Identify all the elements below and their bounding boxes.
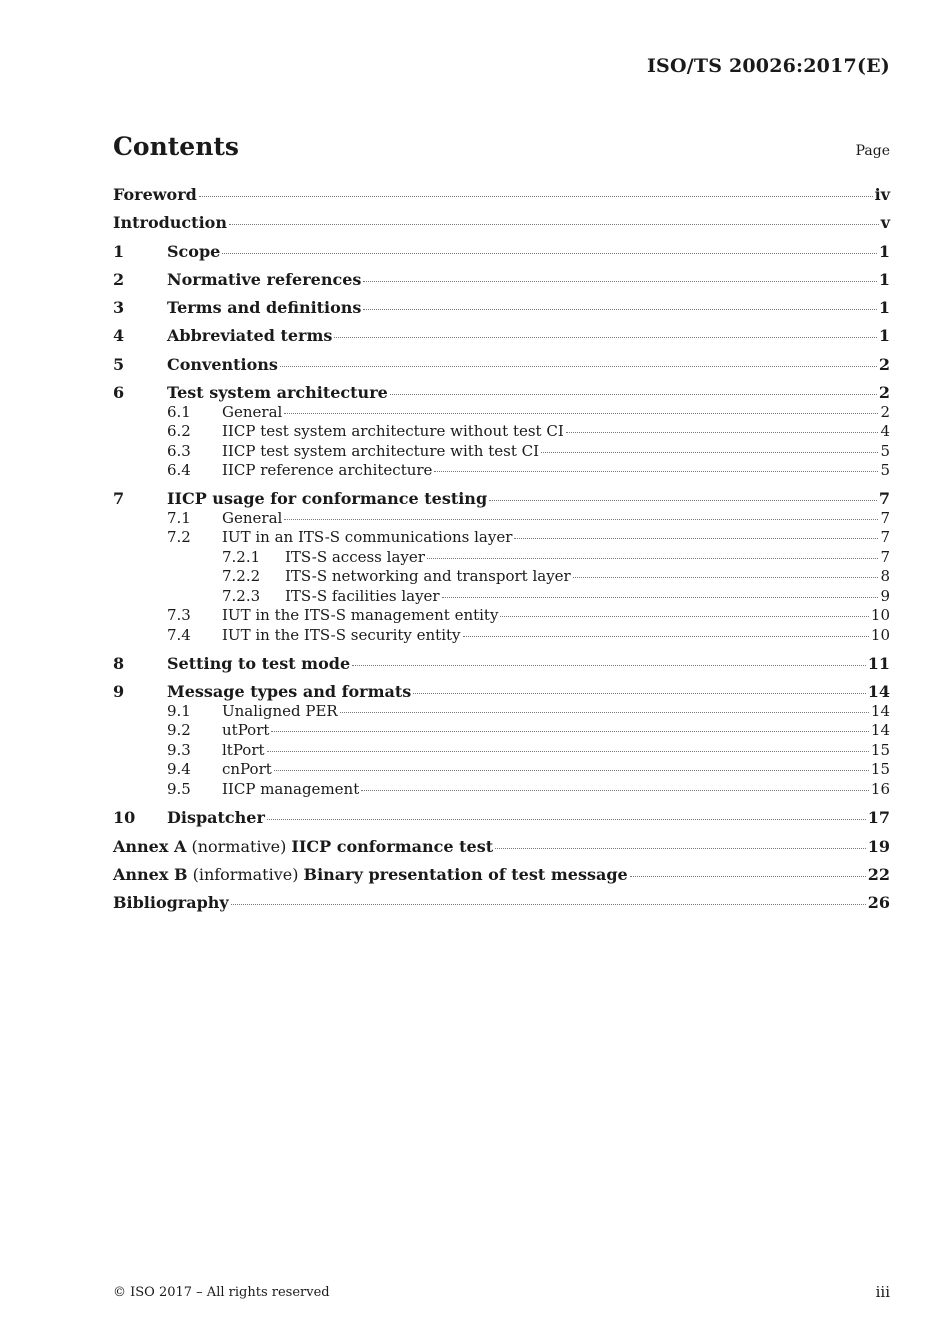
toc-entry-title: IUT in the ITS-S security entity [222, 625, 461, 644]
toc-entry-title: Setting to test mode [167, 654, 351, 674]
toc-entry[interactable] [113, 606, 890, 626]
toc-entry-number: 7.2.1 [222, 547, 261, 566]
toc-entry-page: 11 [867, 654, 890, 674]
toc-entry-number: 6.4 [167, 461, 191, 480]
page-number: iii [875, 1283, 890, 1301]
toc-entry-page: 9 [880, 586, 890, 605]
annex-title: IICP conformance test [291, 836, 494, 856]
toc-entry-number: 9.1 [167, 701, 191, 720]
toc-entry-page: 19 [867, 836, 890, 856]
toc-entry[interactable] [113, 837, 890, 857]
toc-entry-number: 10 [113, 808, 136, 828]
annex-type: (informative) [187, 864, 304, 884]
toc-entry-number: 4 [113, 326, 125, 346]
toc-entry-number: 7.2.3 [222, 586, 261, 605]
toc-entry-page: 22 [867, 864, 890, 884]
toc-entry-number: 2 [113, 269, 125, 289]
toc-entry-title: Bibliography [113, 893, 229, 913]
toc-entry[interactable] [113, 654, 890, 674]
toc-entry-page: 15 [870, 740, 890, 759]
toc-entry-page: 10 [870, 606, 890, 625]
toc-entry-page: 7 [878, 489, 890, 509]
toc-entry-number: 6.3 [167, 441, 191, 460]
toc-entry-number: 5 [113, 354, 125, 374]
dot-leader [427, 558, 879, 559]
dot-leader [500, 616, 868, 617]
dot-leader [222, 253, 877, 254]
toc-entry[interactable] [113, 780, 890, 800]
toc-entry-title: ITS-S facilities layer [285, 586, 440, 605]
toc-entry-title: General [222, 508, 283, 527]
dot-leader [514, 538, 878, 539]
toc-entry-title: Message types and formats [167, 682, 412, 702]
toc-entry-number: 9.5 [167, 779, 191, 798]
dot-leader [630, 876, 866, 877]
dot-leader [231, 904, 866, 905]
toc-entry[interactable] [113, 383, 890, 403]
toc-entry-title: utPort [222, 721, 270, 740]
toc-entry-page: 26 [867, 893, 890, 913]
dot-leader [284, 519, 878, 520]
toc-entry-title: Normative references [167, 269, 362, 289]
dot-leader [280, 366, 877, 367]
toc-entry[interactable] [113, 509, 890, 529]
toc-entry[interactable] [113, 567, 890, 587]
dot-leader [284, 413, 878, 414]
toc-entry-title: Conventions [167, 354, 278, 374]
toc-entry-title: cnPort [222, 760, 272, 779]
dot-leader [199, 196, 873, 197]
dot-leader [274, 770, 869, 771]
toc-entry[interactable] [113, 626, 890, 646]
dot-leader [442, 597, 879, 598]
toc-entry-number: 8 [113, 654, 125, 674]
toc-entry[interactable] [113, 242, 890, 262]
toc-entry[interactable] [113, 185, 890, 205]
toc-entry-title: IICP usage for conformance testing [167, 489, 488, 509]
toc-entry-title: IICP test system architecture with test CI [222, 441, 540, 460]
toc-entry-number: 6.2 [167, 422, 191, 441]
dot-leader [541, 452, 878, 453]
toc-entry-page: 7 [880, 547, 890, 566]
annex-label: Annex A [113, 836, 187, 856]
toc-entry-title: IICP test system architecture without test CI [222, 422, 564, 441]
page-column-label: Page [855, 143, 890, 159]
contents-heading: Contents [113, 132, 240, 161]
toc-entry-page: 2 [878, 354, 890, 374]
dot-leader [573, 577, 879, 578]
dot-leader [363, 281, 876, 282]
toc-entry-page: 14 [870, 701, 890, 720]
dot-leader [229, 224, 879, 225]
toc-entry-page: 14 [870, 721, 890, 740]
toc-entry-title: ITS-S networking and transport layer [285, 567, 571, 586]
toc-entry[interactable] [113, 721, 890, 741]
toc-entry-number: 7.2 [167, 528, 191, 547]
toc-entry-page: iv [874, 185, 890, 204]
toc-entry-number: 7 [113, 489, 125, 509]
toc-entry[interactable] [113, 587, 890, 607]
toc-entry-title: ITS-S access layer [285, 547, 425, 566]
toc-entry-title [113, 837, 493, 856]
toc-entry[interactable] [113, 893, 890, 913]
toc-entry-page: 10 [870, 625, 890, 644]
toc-entry-page: 5 [880, 461, 890, 480]
toc-entry-number: 3 [113, 298, 125, 318]
toc-entry[interactable] [113, 422, 890, 442]
toc-entry-page: 4 [880, 422, 890, 441]
toc-entry-title: Terms and definitions [167, 298, 362, 318]
toc-entry-page: 2 [878, 383, 890, 403]
toc-entry[interactable] [113, 461, 890, 481]
toc-entry[interactable] [113, 298, 890, 318]
toc-entry[interactable] [113, 865, 890, 885]
dot-leader [363, 309, 876, 310]
toc-entry-number: 9.2 [167, 721, 191, 740]
toc-entry-page: 1 [878, 269, 890, 289]
toc-entry[interactable] [113, 548, 890, 568]
dot-leader [267, 751, 869, 752]
annex-label: Annex B [113, 864, 188, 884]
toc-entry[interactable] [113, 682, 890, 702]
annex-type: (normative) [186, 836, 292, 856]
dot-leader [566, 432, 879, 433]
dot-leader [434, 471, 878, 472]
toc-entry[interactable] [113, 403, 890, 423]
toc-entry-page: 7 [880, 528, 890, 547]
dot-leader [495, 848, 866, 849]
toc-entry-page: 14 [867, 682, 890, 702]
toc-entry-title: Scope [167, 241, 221, 261]
toc-entry[interactable] [113, 808, 890, 828]
toc-entry-page: 7 [880, 508, 890, 527]
toc-entry[interactable] [113, 355, 890, 375]
toc-entry-number: 9.4 [167, 760, 191, 779]
toc-entry-page: 1 [878, 298, 890, 318]
toc-entry-page: 1 [878, 241, 890, 261]
toc-entry[interactable] [113, 702, 890, 722]
toc-entry-title: Introduction [113, 213, 227, 233]
dot-leader [352, 665, 866, 666]
toc-entry-page: 2 [880, 402, 890, 421]
toc-entry[interactable] [113, 489, 890, 509]
toc-entry-page: 1 [878, 326, 890, 346]
toc-entry-title: Dispatcher [167, 808, 265, 828]
toc-entry-title: IICP reference architecture [222, 461, 433, 480]
toc-entry-page: 15 [870, 760, 890, 779]
document-id: ISO/TS 20026:2017(E) [646, 55, 890, 77]
toc-entry-title [113, 865, 628, 884]
toc-entry[interactable] [113, 528, 890, 548]
toc-entry-title: Unaligned PER [222, 701, 338, 720]
toc-entry-title: IUT in an ITS-S communications layer [222, 528, 513, 547]
toc-entry-number: 7.4 [167, 625, 191, 644]
toc-entry[interactable] [113, 270, 890, 290]
toc-entry-number: 1 [113, 241, 125, 261]
dot-leader [334, 337, 876, 338]
toc-entry[interactable] [113, 442, 890, 462]
annex-title: Binary presentation of test message [303, 864, 628, 884]
table-of-contents [113, 185, 890, 913]
toc-entry[interactable] [113, 213, 890, 233]
toc-entry-number: 6 [113, 383, 125, 403]
toc-entry-title: Foreword [113, 185, 197, 204]
dot-leader [271, 731, 869, 732]
toc-entry-page: 5 [880, 441, 890, 460]
toc-entry-number: 9 [113, 682, 125, 702]
toc-entry-page: 8 [880, 567, 890, 586]
toc-entry-title: General [222, 402, 283, 421]
dot-leader [489, 500, 877, 501]
dot-leader [267, 819, 866, 820]
toc-entry-page: 16 [870, 779, 890, 798]
dot-leader [390, 394, 877, 395]
toc-entry-number: 7.2.2 [222, 567, 261, 586]
toc-entry[interactable] [113, 760, 890, 780]
dot-leader [413, 693, 865, 694]
toc-entry-title: Test system architecture [167, 383, 388, 403]
dot-leader [463, 636, 869, 637]
toc-entry-title: ltPort [222, 740, 265, 759]
toc-entry-number: 7.3 [167, 606, 191, 625]
toc-entry[interactable] [113, 741, 890, 761]
toc-entry-page: 17 [867, 808, 890, 828]
toc-entry-title: Abbreviated terms [167, 326, 333, 346]
toc-entry-number: 9.3 [167, 740, 191, 759]
copyright-notice: © ISO 2017 – All rights reserved [113, 1285, 330, 1300]
toc-entry-page: v [880, 213, 890, 233]
toc-entry-number: 6.1 [167, 402, 191, 421]
toc-entry-title: IUT in the ITS-S management entity [222, 606, 499, 625]
toc-entry[interactable] [113, 326, 890, 346]
toc-entry-title: IICP management [222, 779, 360, 798]
dot-leader [361, 790, 869, 791]
toc-entry-number: 7.1 [167, 508, 191, 527]
dot-leader [340, 712, 869, 713]
